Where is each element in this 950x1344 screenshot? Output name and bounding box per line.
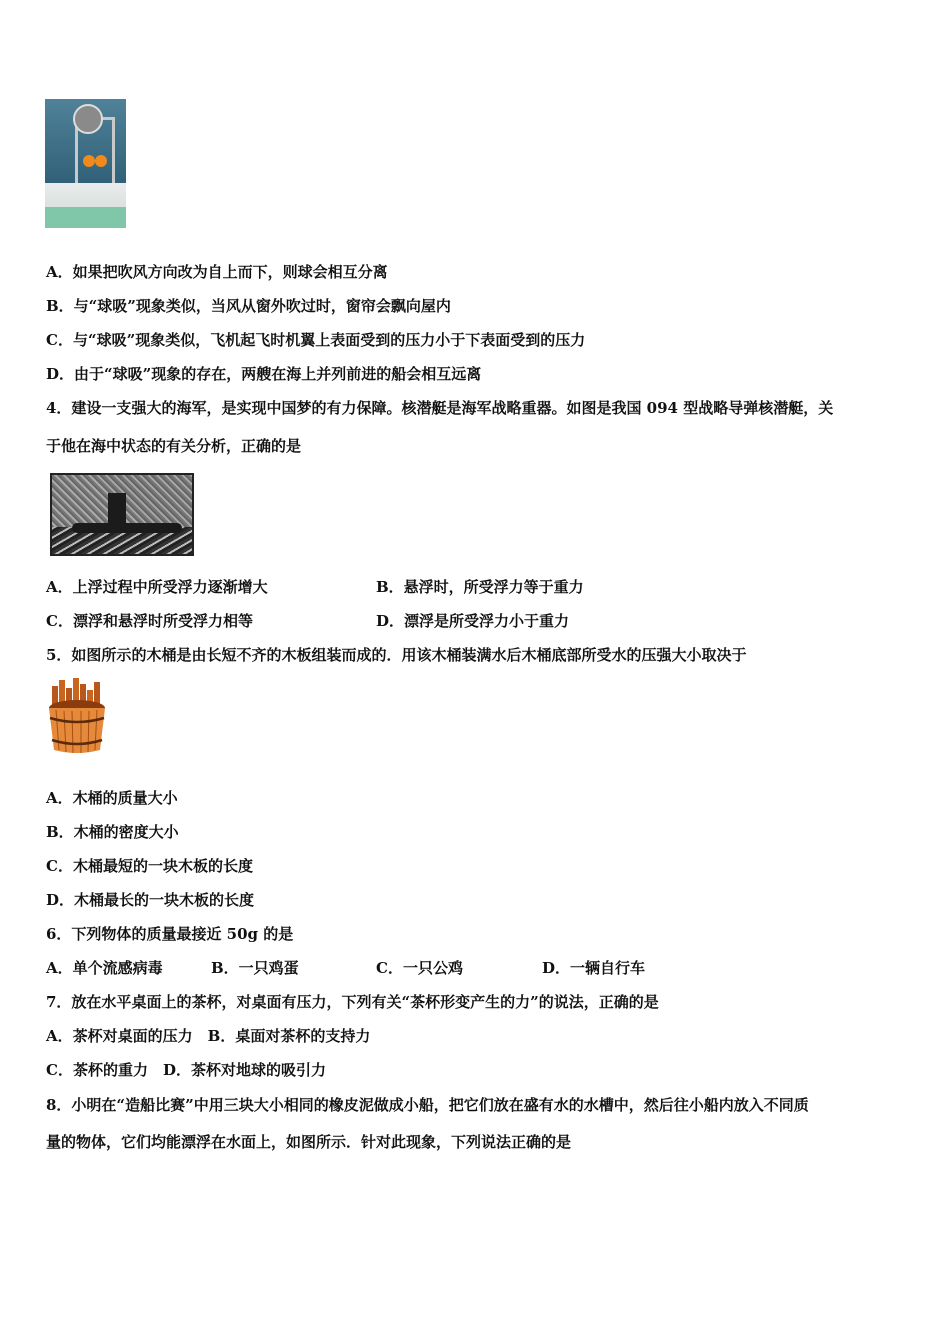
q3-option-d: D．由于“球吸”现象的存在，两艘在海上并列前进的船会相互远离	[46, 365, 482, 383]
wooden-bucket-figure	[46, 678, 108, 755]
q4-option-d: D．漂浮是所受浮力小于重力	[376, 612, 570, 630]
q4-option-b: B．悬浮时，所受浮力等于重力	[376, 578, 584, 596]
q6-option-d: D．一辆自行车	[542, 959, 646, 977]
q6-stem: 6．下列物体的质量最接近 50g 的是	[46, 925, 294, 943]
q5-option-b: B．木桶的密度大小	[46, 823, 179, 841]
bucket-icon	[49, 678, 105, 753]
ball-icon	[83, 155, 95, 167]
q5-option-c: C．木桶最短的一块木板的长度	[46, 857, 253, 875]
q3-option-c: C．与“球吸”现象类似，飞机起飞时机翼上表面受到的压力小于下表面受到的压力	[46, 331, 586, 349]
q8-stem-line2: 量的物体，它们均能漂浮在水面上，如图所示．针对此现象，下列说法正确的是	[46, 1133, 572, 1151]
q4-stem-line2: 于他在海中状态的有关分析，正确的是	[46, 437, 302, 455]
q7-stem: 7．放在水平桌面上的茶杯，对桌面有压力，下列有关“茶杯形变产生的力”的说法，正确的是	[46, 993, 659, 1011]
q7-options-ab: A．茶杯对桌面的压力 B．桌面对茶杯的支持力	[46, 1027, 371, 1045]
q4-option-c: C．漂浮和悬浮时所受浮力相等	[46, 612, 253, 630]
q7-options-cd: C．茶杯的重力 D．茶杯对地球的吸引力	[46, 1061, 326, 1079]
q8-stem-line1: 8．小明在“造船比赛”中用三块大小相同的橡皮泥做成小船，把它们放在盛有水的水槽中，然后往小船内放入不同质	[46, 1096, 809, 1114]
fan-icon	[73, 104, 103, 134]
ball-blowing-figure	[45, 99, 126, 228]
q4-stem-line1: 4．建设一支强大的海军，是实现中国梦的有力保障。核潜艇是海军战略重器。如图是我国 094 型战略导弹核潜艇，关	[46, 399, 834, 417]
q6-option-b: B．一只鸡蛋	[211, 959, 299, 977]
q5-option-d: D．木桶最长的一块木板的长度	[46, 891, 255, 909]
q5-option-a: A．木桶的质量大小	[46, 789, 178, 807]
q6-option-a: A．单个流感病毒	[46, 959, 163, 977]
submarine-photo	[50, 473, 194, 556]
q3-option-a: A．如果把吹风方向改为自上而下，则球会相互分离	[46, 263, 388, 281]
q5-stem: 5．如图所示的木桶是由长短不齐的木板组装而成的．用该木桶装满水后木桶底部所受水的压强大小取决于	[46, 646, 747, 664]
ball-icon	[95, 155, 107, 167]
q4-option-a: A．上浮过程中所受浮力逐渐增大	[46, 578, 268, 596]
q6-option-c: C．一只公鸡	[376, 959, 463, 977]
q3-option-b: B．与“球吸”现象类似，当风从窗外吹过时，窗帘会飘向屋内	[46, 297, 451, 315]
